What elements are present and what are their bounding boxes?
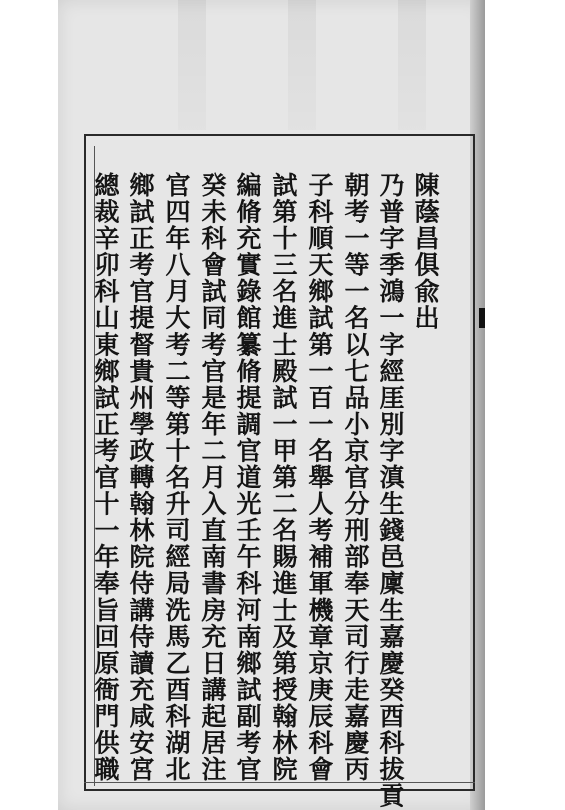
text-column-5: 試第十三名進士殿試一甲第二名賜進士及第授翰林院 <box>269 172 298 783</box>
left-blank-margin <box>0 0 58 810</box>
bleed-through-shadow <box>288 0 316 130</box>
text-column-1: 陳蔭昌俱兪出 <box>411 172 440 332</box>
text-column-6: 編脩充實錄館纂脩提調官道光壬午科河南鄉試副考官 <box>233 172 262 783</box>
text-column-7: 癸未科會試同考官是年二月入直南書房充日講起居注 <box>198 172 227 783</box>
bleed-through-shadow <box>178 0 206 130</box>
bleed-through-shadow <box>398 0 426 130</box>
text-column-9: 鄉試正考官提督貴州學政轉翰林院侍講侍讀充咸安宮 <box>126 172 155 783</box>
right-blank-margin <box>485 0 565 810</box>
text-column-10: 總裁辛卯科山東鄉試正考官十一年奉旨回原衙門供職 <box>91 172 120 783</box>
text-column-2: 乃普字季鴻一字經厓別字滇生錢邑廩生嘉慶癸酉科拔貢 <box>376 172 405 810</box>
text-column-4: 子科順天鄉試第一百一名舉人考補軍機章京庚辰科會 <box>305 172 334 783</box>
page-edge-mark <box>479 308 485 328</box>
text-column-8: 官四年八月大考二等第十名升司經局洗馬乙酉科湖北 <box>162 172 191 783</box>
text-column-3: 朝考一等一名以七品小京官分刑部奉天司行走嘉慶丙 <box>341 172 370 783</box>
